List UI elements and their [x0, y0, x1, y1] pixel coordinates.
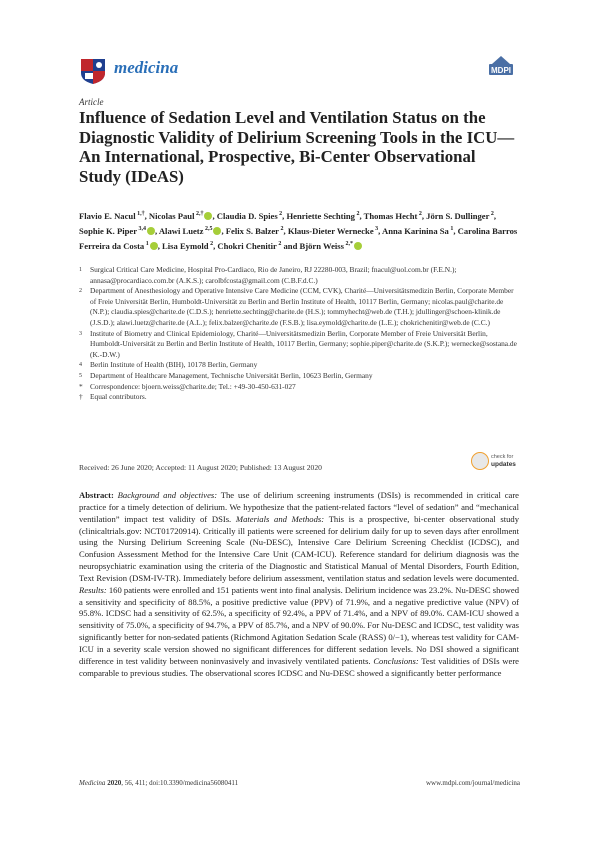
author: [217, 211, 282, 221]
author-affiliation-sup: 1,†: [135, 211, 145, 217]
author-affiliation-sup: 1: [144, 240, 149, 247]
author-name: Henriette Sechting: [286, 210, 355, 221]
affiliation-text: Department of Anesthesiology and Operative Intensive Care Medicine (CCM, CVK), Charité—Universitätsmedizin Berlin, Corporate Member of Freie Universität Berlin, Humboldt-Universität zu Berlin and Berlin Institute of Health, 10117 Berlin, Germany; nicolas.paul@charite.de (N.P.); claudia.spies@charite.de (C.D.S.); henriette.sechting@charite.de (H.S.); tommyhecht@web.de (T.H.); jdullinger@schoen-klinik.de (J.S.D.); alawi.luetz@charite.de (A.L.); felix.balzer@charite.de (F.S.B.); lisa.eymold@charite.de (L.E.); chokrichenitir@web.de (C.C.): [90, 286, 514, 327]
author-affiliation-sup: 2: [276, 240, 282, 247]
methods-text: This is a prospective, bi-center observational study (clinicaltrials.gov: NCT01720914). Critically ill patients were screened for delirium daily for up to seven days after enrollment using the Nursing Delirium Screening Scale (Nu-DESC), Intensive Care Delirium Screening Checklist (ICDSC), and Confusion Assessment Method for the Intensive Care Unit (CAM-ICU). Reference standard for delirium diagnosis was the neuropsychiatric examination using the criteria of the Diagnostic and Statistical Manual of Mental Disorders, Fourth Edition, Text Revision (DSM-IV-TR). Immediately before delirium assessment, ventilation status and sedation levels were documented.: [79, 513, 519, 583]
affiliation-text: Department of Healthcare Management, Technische Universität Berlin, 10623 Berlin, Germany: [90, 370, 373, 380]
check-for-updates-badge[interactable]: [471, 451, 521, 477]
author: [382, 226, 453, 236]
author-affiliation-sup: 2: [277, 211, 283, 217]
author-affiliation-sup: 2,5: [203, 225, 213, 232]
abstract-label: Abstract:: [79, 490, 114, 500]
affiliation-item: [79, 329, 519, 361]
author-list: Flavio E. Nacul $^{1,\dagger}$, Nicolas Paul $^{2,\dagger}$ , Claudia D. Spies $^2$, Henriette Sechting $^2$, Thomas Hecht $^2$, Jörn S. Dullinger $^2$, Sophie K. Piper $^{3,4}$ , Alawi Luetz $^{2,5}$ , Felix S. Balzer $^2$, Klaus-Dieter Wernecke $^3$, Anna Karinina Sa $^1$, Carolina Barros Ferreira da Costa $^1$ , Lisa Eymold $^2$, Chokri Chenitir $^2$ and Björn Weiss $^{2,*}$: [79, 210, 518, 251]
author-affiliation-sup: 2,*: [344, 240, 353, 247]
affiliation-number: *: [79, 381, 83, 391]
author: [426, 211, 494, 221]
author-affiliation-sup: 2: [489, 211, 494, 217]
affiliation-list: [79, 265, 519, 403]
conclusions-text: Test validities of DSIs were comparable to previous studies. The observational scores ICDSC and Nu-DESC showed a significantly better performance: [79, 655, 520, 678]
affiliation-item: [79, 382, 519, 393]
affiliation-number: 4: [79, 362, 82, 369]
author-name: Klaus-Dieter Wernecke: [287, 225, 374, 236]
affiliation-item: [79, 360, 519, 371]
check-updates-line2: updates: [491, 461, 516, 468]
affiliation-item: [79, 265, 519, 286]
citation-journal: Medicina: [79, 779, 106, 787]
author-affiliation-sup: 3: [373, 225, 379, 232]
check-updates-line1: check for: [491, 454, 514, 460]
affiliation-number: 3: [79, 330, 82, 337]
journal-name: medicina: [114, 58, 179, 77]
affiliation-number: †: [79, 392, 83, 402]
author-name: Flavio E. Nacul: [79, 210, 136, 221]
abstract: [79, 490, 519, 680]
author-affiliation-sup: 3,4: [137, 225, 147, 232]
author-name: Chokri Chenitir: [217, 240, 277, 251]
affiliation-number: 1: [79, 267, 82, 273]
author: [217, 241, 281, 251]
author: [226, 226, 284, 236]
author-name: Carolina Barros Ferreira da Costa: [79, 225, 518, 251]
author-affiliation-sup: 2: [417, 211, 422, 217]
author-name: Sophie K. Piper: [79, 225, 138, 236]
author-name: Felix S. Balzer: [225, 225, 280, 236]
author: [300, 241, 363, 251]
author-affiliation-sup: 2: [279, 225, 284, 232]
article-type: Article: [79, 97, 104, 107]
orcid-icon[interactable]: [147, 227, 155, 235]
background-text: The use of delirium screening instruments (DSIs) is recommended in critical care practice for a timely detection of delirium. We hypothesize that the patient-related factors “level of sedation” and “mechanical ventilation” impact test validity of DSIs.: [79, 490, 519, 524]
affiliation-text: Equal contributors.: [90, 392, 147, 402]
author: [149, 211, 213, 221]
journal-url[interactable]: www.mdpi.com/journal/medicina: [425, 779, 520, 787]
affiliation-number: 5: [79, 372, 82, 379]
author-name: Thomas Hecht: [363, 210, 418, 221]
affiliation-number: 2: [79, 288, 82, 295]
author: [159, 226, 222, 236]
article-title: Influence of Sedation Level and Ventilation Status on the Diagnostic Validity of Delirium Screening Tools in the ICU—An International, Prospective, Bi-Center Observational Study (IDeAS): [79, 108, 515, 186]
affiliation-text: Institute of Biometry and Clinical Epidemiology, Charité—Universitätsmedizin Berlin, Corporate Member of Freie Universität Berlin, Humboldt-Universität zu Berlin and Berlin Institute of Health, 10117 Berlin, Germany; sophie.piper@charite.de (S.K.P.); wernecke@sostana.de (K.-D.W.): [90, 328, 517, 359]
orcid-icon[interactable]: [204, 212, 212, 220]
affiliation-text: Correspondence: bjoern.weiss@charite.de; Tel.: +49-30-450-631-027: [90, 381, 296, 391]
author: [162, 241, 213, 251]
author: [79, 211, 145, 221]
orcid-icon[interactable]: [213, 227, 221, 235]
citation-year: 2020: [107, 779, 122, 787]
author-name: Claudia D. Spies: [216, 210, 278, 221]
orcid-icon[interactable]: [150, 242, 158, 250]
results-label: Results:: [79, 584, 107, 595]
affiliation-item: [79, 286, 519, 328]
author: [79, 226, 155, 236]
author-name: Lisa Eymold: [162, 240, 209, 251]
author-affiliation-sup: 1: [448, 225, 454, 232]
author: [286, 211, 359, 221]
conclusions-label: Conclusions:: [373, 655, 419, 666]
affiliation-text: Berlin Institute of Health (BIH), 10178 Berlin, Germany: [90, 360, 258, 370]
author-affiliation-sup: 2: [208, 240, 214, 247]
mdpi-logo: [486, 54, 516, 78]
author-name: Nicolas Paul: [148, 210, 195, 221]
results-text: 160 patients were enrolled and 151 patients went into final analysis. Delirium incidence was 23.2%. Nu-DESC showed a sensitivity and specificity of 88.5%, a positive predictive value (PPV) of 71.9%, and a negative predictive value (NPV) of 95.8%. ICDSC had a sensitivity of 62.5%, a specificity of 92.4%, a PPV of 71.4%, and a NPV of 89.0%. CAM-ICU showed a sensitivity of 75.0%, a specificity of 94.7%, a PPV of 85.7%, and a NPV of 90.0%. For Nu-DESC and ICDSC, test validity was significantly better for non-sedated patients (Richmond Agitation Sedation Scale (RASS) 0/−1), whereas test validity for CAM-ICU in a severity scale version showed no significant differences for different sedation levels. No DSI showed a significant difference in test validity between noninvasively and invasively ventilated patients.: [79, 584, 519, 666]
orcid-icon[interactable]: [354, 242, 362, 250]
svg-text:MDPI: MDPI: [491, 66, 511, 75]
methods-label: Materials and Methods:: [235, 513, 325, 524]
author: [288, 226, 378, 236]
author-name: Alawi Luetz: [158, 225, 204, 236]
author: [364, 211, 422, 221]
author-name: Anna Karinina Sa: [381, 225, 449, 236]
background-label: Background and objectives:: [117, 490, 218, 500]
author-name: Jörn S. Dullinger: [426, 210, 490, 221]
author-affiliation-sup: 2: [354, 211, 360, 217]
check-updates-icon: [471, 452, 489, 470]
journal-logo: [79, 57, 107, 85]
citation-rest: , 56, 411; doi:10.3390/medicina56080411: [121, 779, 239, 787]
author-affiliation-sup: 2,†: [194, 211, 204, 217]
affiliation-item: [79, 392, 519, 403]
affiliation-item: [79, 371, 519, 382]
publication-dates: Received: 26 June 2020; Accepted: 11 August 2020; Published: 13 August 2020: [79, 463, 322, 472]
author-name: Björn Weiss: [299, 240, 344, 251]
affiliation-text: Surgical Critical Care Medicine, Hospital Pro-Cardiaco, Rio de Janeiro, RJ 22280-003, Brazil; fnacul@uol.com.br (F.E.N.); annasa@procardiaco.com.br (A.K.S.); carolbfcosta@gmail.com (C.B.F.d.C.): [90, 265, 457, 285]
citation-footer: [79, 779, 238, 787]
